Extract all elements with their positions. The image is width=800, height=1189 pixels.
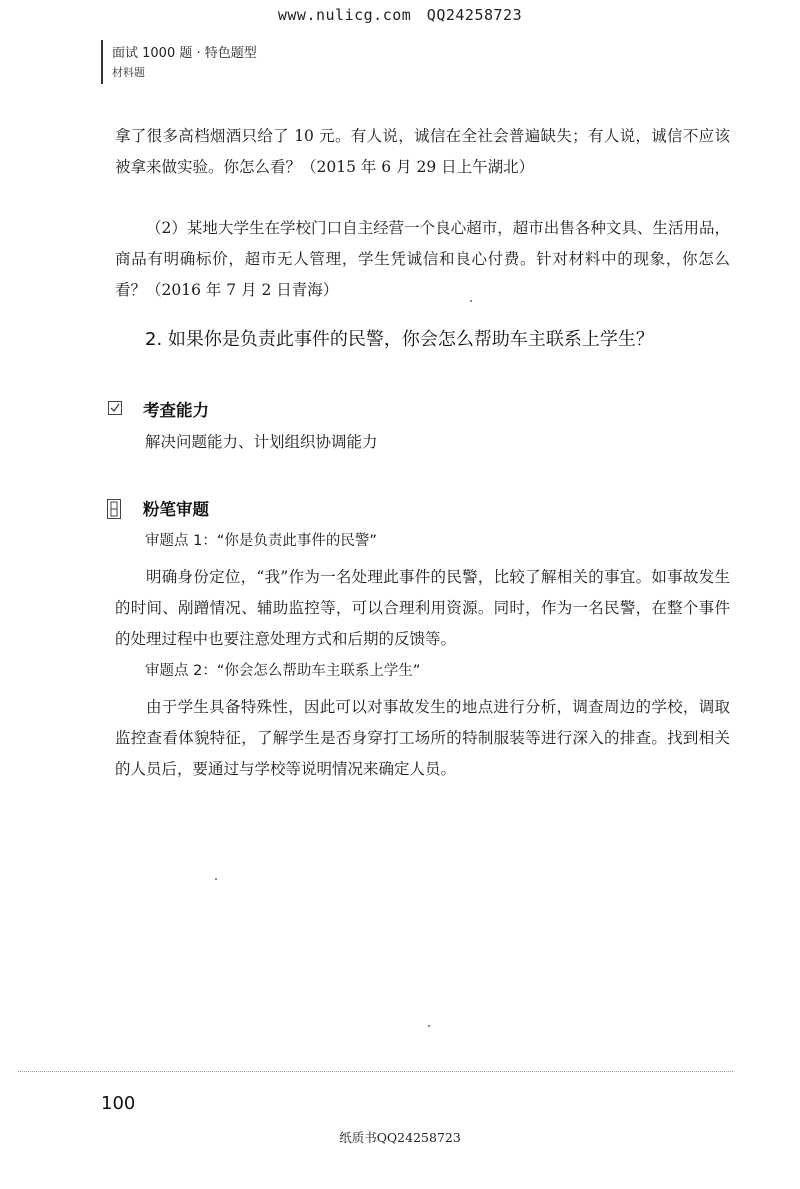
scan-speck [428, 1025, 430, 1027]
question-heading: 2. 如果你是负责此事件的民警，你会怎么帮助车主联系上学生？ [145, 329, 654, 350]
checklist-icon [108, 401, 122, 415]
ability-content: 解决问题能力、计划组织协调能力 [145, 433, 378, 451]
footer-divider [18, 1071, 733, 1072]
running-header-subtitle: 材料题 [112, 66, 145, 79]
running-header-title: 面试 1000 题 · 特色题型 [112, 46, 257, 61]
review-point-2-text: 由于学生具备特殊性，因此可以对事故发生的地点进行分析，调查周边的学校，调取监控查看体貌特征，了解学生是否身穿打工场所的特制服装等进行深入的排查。找到相关的人员后，要通过与学校等说明情况来确定人员。 [115, 698, 730, 778]
material-paragraph-2: （2）某地大学生在学校门口自主经营一个良心超市，超市出售各种文具、生活用品，商品有明确标价，超市无人管理，学生凭诚信和良心付费。针对材料中的现象，你怎么看？（2016 年 7 月 2 日青海） [115, 219, 730, 299]
header-accent-bar [101, 40, 103, 84]
chalk-icon [107, 499, 121, 519]
page-number: 100 [101, 1093, 136, 1114]
material-paragraph-1: 拿了很多高档烟酒只给了 10 元。有人说，诚信在全社会普遍缺失；有人说，诚信不应该被拿来做实验。你怎么看？（2015 年 6 月 29 日上午湖北） [115, 127, 730, 176]
top-watermark: www.nulicg.com QQ24258723 [277, 6, 523, 24]
ability-section-title: 考查能力 [143, 401, 209, 420]
review-section-title: 粉笔审题 [143, 500, 209, 519]
scan-speck [215, 878, 217, 880]
scan-speck [470, 300, 472, 302]
review-point-1-text: 明确身份定位，“我”作为一名处理此事件的民警，比较了解相关的事宜。如事故发生的时间、剐蹭情况、辅助监控等，可以合理利用资源。同时，作为一名民警，在整个事件的处理过程中也要注意处理方式和后期的反馈等。 [115, 568, 730, 648]
bottom-watermark: 纸质书QQ24258723 [339, 1130, 461, 1145]
review-point-2-label: 审题点 2：“你会怎么帮助车主联系上学生” [145, 663, 421, 679]
review-point-1-label: 审题点 1：“你是负责此事件的民警” [145, 533, 377, 549]
